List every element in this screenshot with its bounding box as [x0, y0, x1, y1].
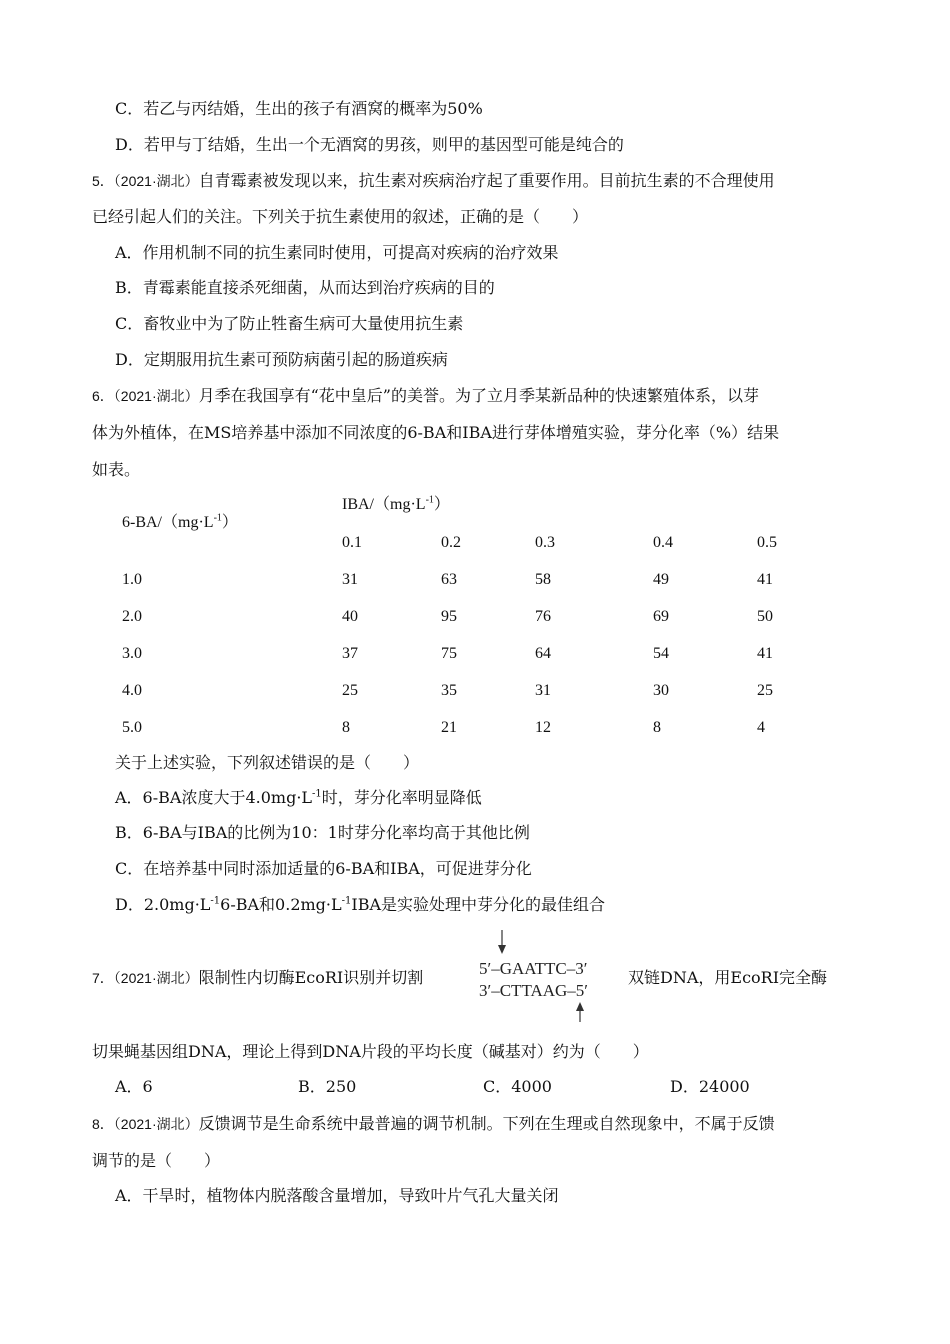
table-col-label: 0.3 [535, 534, 555, 551]
q6-number: 6． [92, 388, 114, 404]
table-cell: 35 [441, 682, 457, 699]
q4-option-d: D．若甲与丁结婚，生出一个无酒窝的男孩，则甲的基因型可能是纯合的 [115, 135, 624, 154]
table-cell: 8 [653, 719, 661, 736]
q8-stem-line2: 调节的是（ ） [92, 1151, 221, 1170]
table-row-label: 4.0 [122, 682, 142, 699]
q8-stem-line1 [92, 1113, 775, 1135]
q5-option-b: B．青霉素能直接杀死细菌，从而达到治疗疾病的目的 [115, 278, 495, 297]
q5-number: 5． [92, 173, 114, 189]
row-header-sup: -1 [213, 512, 222, 524]
table-cell: 49 [653, 571, 669, 588]
q8-source: （2021·湖北） [113, 1116, 199, 1132]
table-cell: 12 [535, 719, 551, 736]
q4-option-c: C．若乙与丙结婚，生出的孩子有酒窝的概率为50% [115, 99, 483, 118]
q5-stem-text: 自青霉素被发现以来，抗生素对疾病治疗起了重要作用。目前抗生素的不合理使用 [198, 171, 775, 190]
q8-number: 8． [92, 1116, 114, 1132]
q7-option-c: C．4000 [483, 1077, 552, 1096]
q8-stem-text: 反馈调节是生命系统中最普遍的调节机制。下列在生理或自然现象中，不属于反馈 [198, 1114, 775, 1133]
q6-option-a [115, 787, 482, 809]
table-cell: 95 [441, 608, 457, 625]
q7-stem-text: 限制性内切酶EcoRI识别并切割 [198, 968, 424, 987]
table-row-label: 3.0 [122, 645, 142, 662]
sequence-bottom-strand: 3′–CTTAAG–5′ [479, 981, 589, 1000]
q6-option-d-sup2: -1 [341, 895, 352, 907]
table-cell: 37 [342, 645, 358, 662]
table-cell: 31 [535, 682, 551, 699]
sequence-top-strand: 5′–GAATTC–3′ [479, 959, 588, 978]
table-cell: 76 [535, 608, 551, 625]
q5-stem-line2: 已经引起人们的关注。下列关于抗生素使用的叙述，正确的是（ ） [92, 207, 589, 226]
table-col-label: 0.4 [653, 534, 673, 551]
q7-option-a: A．6 [115, 1077, 153, 1096]
col-header-text: IBA/（mg·L [342, 496, 426, 513]
q6-option-a-text2: 时，芽分化率明显降低 [321, 788, 482, 807]
q7-number: 7． [92, 970, 114, 986]
q6-option-d-text1: D．2.0mg·L [115, 895, 211, 914]
q5-source: （2021·湖北） [113, 173, 199, 189]
q6-option-a-sup: -1 [312, 788, 322, 800]
row-header-text: 6-BA/（mg·L [122, 514, 214, 531]
table-row-header [122, 512, 238, 534]
table-cell: 40 [342, 608, 358, 625]
table-cell: 41 [757, 645, 773, 662]
table-cell: 64 [535, 645, 551, 662]
table-cell: 30 [653, 682, 669, 699]
q8-option-a: A．干旱时，植物体内脱落酸含量增加，导致叶片气孔大量关闭 [115, 1186, 559, 1205]
q6-option-d [115, 894, 605, 916]
q6-stem-text: 月季在我国享有“花中皇后”的美誉。为了立月季某新品种的快速繁殖体系，以芽 [198, 386, 759, 405]
q6-option-a-text1: A．6-BA浓度大于4.0mg·L [115, 788, 313, 807]
table-cell: 4 [757, 719, 765, 736]
table-col-label: 0.2 [441, 534, 461, 551]
q6-stem-line3: 如表。 [92, 460, 141, 479]
col-header-end: ） [433, 496, 450, 513]
q7-stem-line1-end: 双链DNA，用EcoRI完全酶 [628, 968, 828, 987]
q7-stem-line1 [92, 967, 423, 989]
table-cell: 25 [757, 682, 773, 699]
q6-source: （2021·湖北） [113, 388, 199, 404]
q6-stem-line2: 体为外植体，在MS培养基中添加不同浓度的6-BA和IBA进行芽体增殖实验，芽分化率（%）结果 [92, 423, 780, 442]
table-cell: 58 [535, 571, 551, 588]
table-cell: 8 [342, 719, 350, 736]
row-header-end: ） [221, 514, 238, 531]
q7-option-d: D．24000 [670, 1077, 750, 1096]
table-row-label: 2.0 [122, 608, 142, 625]
q5-option-d: D．定期服用抗生素可预防病菌引起的肠道疾病 [115, 350, 448, 369]
table-cell: 54 [653, 645, 669, 662]
table-cell: 21 [441, 719, 457, 736]
q5-option-c: C．畜牧业中为了防止牲畜生病可大量使用抗生素 [115, 314, 464, 333]
table-cell: 75 [441, 645, 457, 662]
q6-ask: 关于上述实验，下列叙述错误的是（ ） [115, 753, 420, 772]
ecori-sequence-diagram [475, 928, 625, 1023]
q7-option-b: B．250 [298, 1077, 357, 1096]
table-cell: 25 [342, 682, 358, 699]
q7-source: （2021·湖北） [113, 970, 199, 986]
table-row-label: 1.0 [122, 571, 142, 588]
q6-stem-line1 [92, 385, 759, 407]
table-cell: 50 [757, 608, 773, 625]
table-cell: 63 [441, 571, 457, 588]
q5-option-a: A．作用机制不同的抗生素同时使用，可提高对疾病的治疗效果 [115, 243, 559, 262]
table-cell: 31 [342, 571, 358, 588]
q6-option-d-text2: 6-BA和0.2mg·L [220, 895, 342, 914]
q6-option-d-sup1: -1 [210, 895, 221, 907]
q5-stem-line1 [92, 170, 775, 192]
table-cell: 69 [653, 608, 669, 625]
table-row-label: 5.0 [122, 719, 142, 736]
q6-option-d-text3: IBA是实验处理中芽分化的最佳组合 [351, 895, 606, 914]
table-col-label: 0.1 [342, 534, 362, 551]
q7-stem-line2: 切果蝇基因组DNA，理论上得到DNA片段的平均长度（碱基对）约为（ ） [92, 1042, 649, 1061]
col-header-sup: -1 [425, 494, 434, 506]
q6-option-b: B．6-BA与IBA的比例为10：1时芽分化率均高于其他比例 [115, 823, 530, 842]
q6-option-c: C．在培养基中同时添加适量的6-BA和IBA，可促进芽分化 [115, 859, 532, 878]
table-col-header [342, 494, 450, 516]
table-col-label: 0.5 [757, 534, 777, 551]
table-cell: 41 [757, 571, 773, 588]
cut-arrow-top-head [498, 945, 506, 954]
